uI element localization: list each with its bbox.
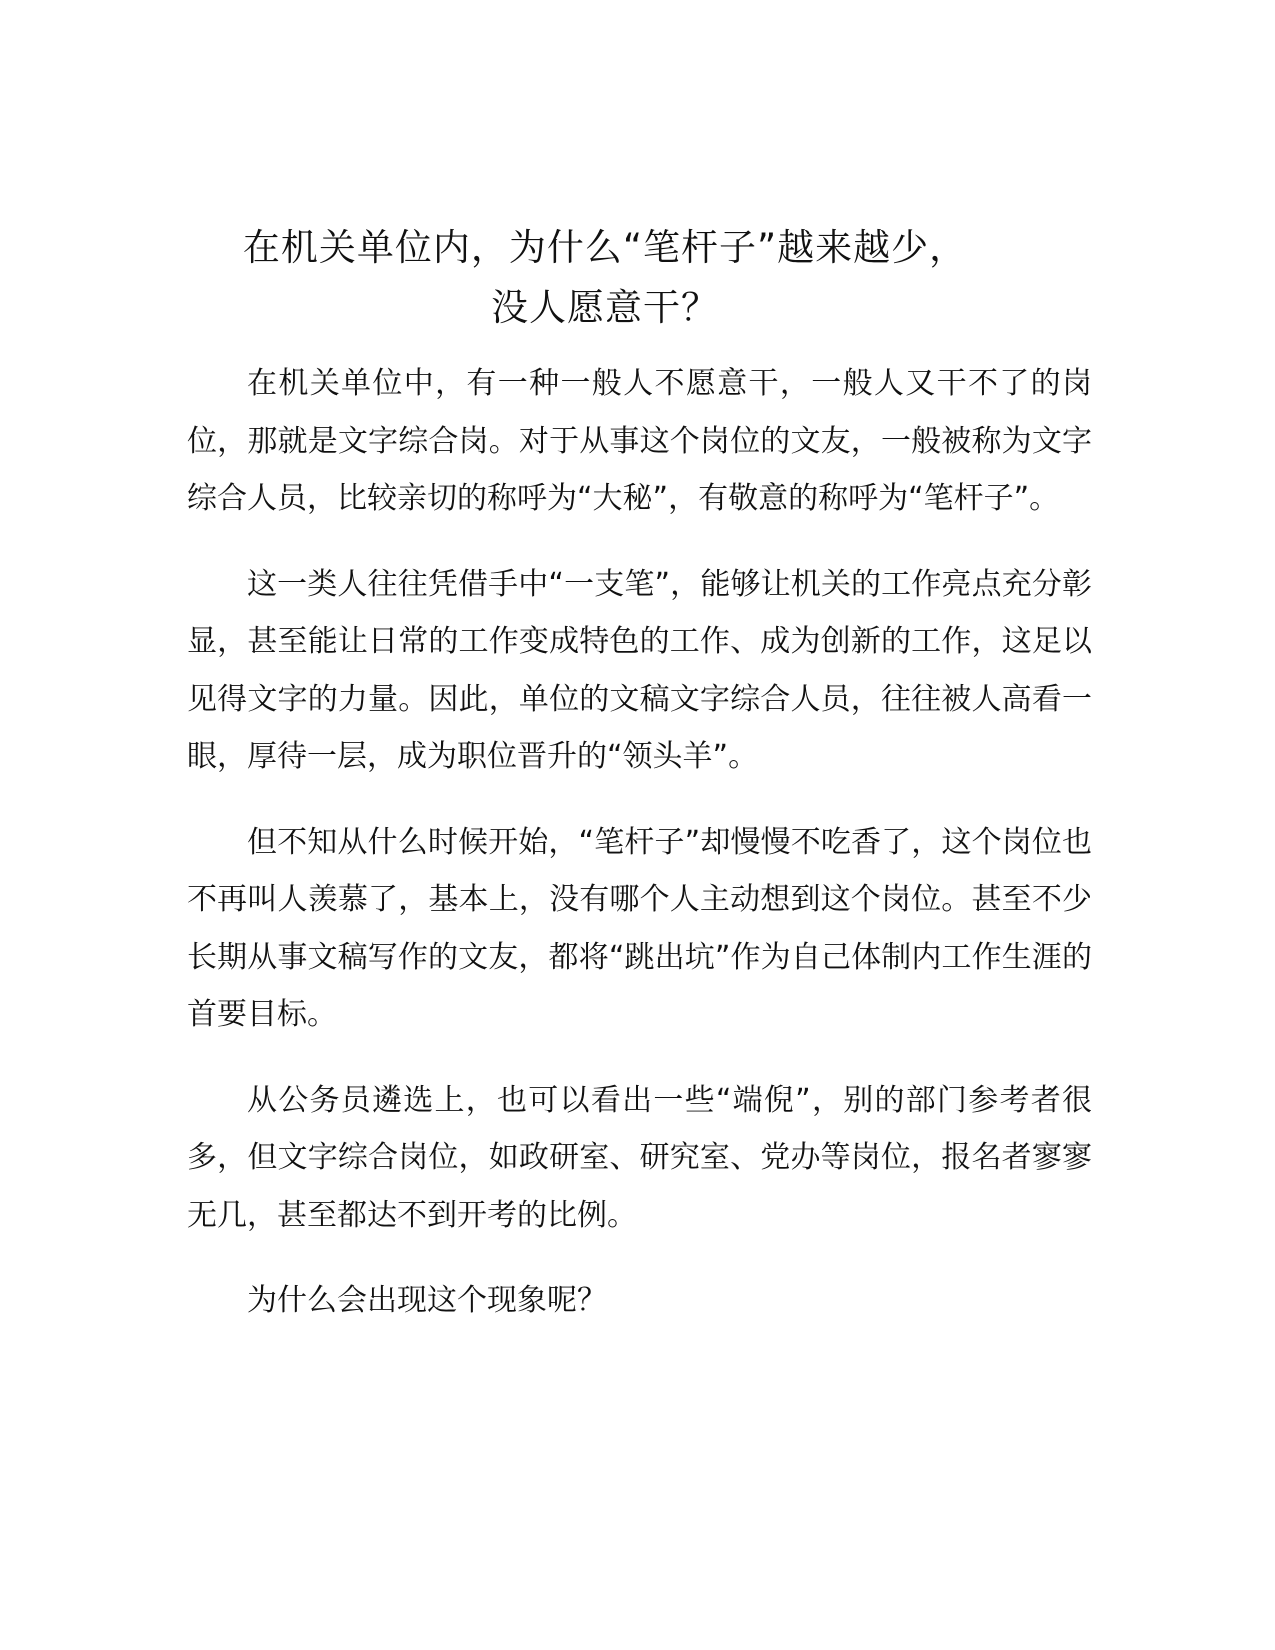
- title-line-2: 没人愿意干？: [491, 286, 719, 329]
- title-line-1: 在机关单位内，为什么“笔杆子”越来越少，: [242, 226, 968, 269]
- paragraph-5: 为什么会出现这个现象呢？: [247, 1283, 607, 1318]
- paragraph-1: 在机关单位中，有一种一般人不愿意干，一般人又干不了的岗位，那就是文字综合岗。对于从事这个岗位的文友，一般被称为文字综合人员，比较亲切的称呼为“大秘”，有敬意的称呼为“笔杆子”。: [187, 366, 1092, 516]
- paragraph-4: 从公务员遴选上，也可以看出一些“端倪”，别的部门参考者很多，但文字综合岗位，如政研室、研究室、党办等岗位，报名者寥寥无几，甚至都达不到开考的比例。: [187, 1082, 1092, 1233]
- document-title: [150, 218, 1060, 338]
- paragraph-3: 但不知从什么时候开始，“笔杆子”却慢慢不吃香了，这个岗位也不再叫人羡慕了，基本上，没有哪个人主动想到这个岗位。甚至不少长期从事文稿写作的文友，都将“跳出坑”作为自己体制内工作生涯的首要目标。: [187, 824, 1092, 1032]
- paragraph-2: 这一类人往往凭借手中“一支笔”，能够让机关的工作亮点充分彰显，甚至能让日常的工作变成特色的工作、成为创新的工作，这足以见得文字的力量。因此，单位的文稿文字综合人员，往往被人高看一眼，厚待一层，成为职位晋升的“领头羊”。: [187, 566, 1092, 774]
- document-body: [187, 355, 1092, 1358]
